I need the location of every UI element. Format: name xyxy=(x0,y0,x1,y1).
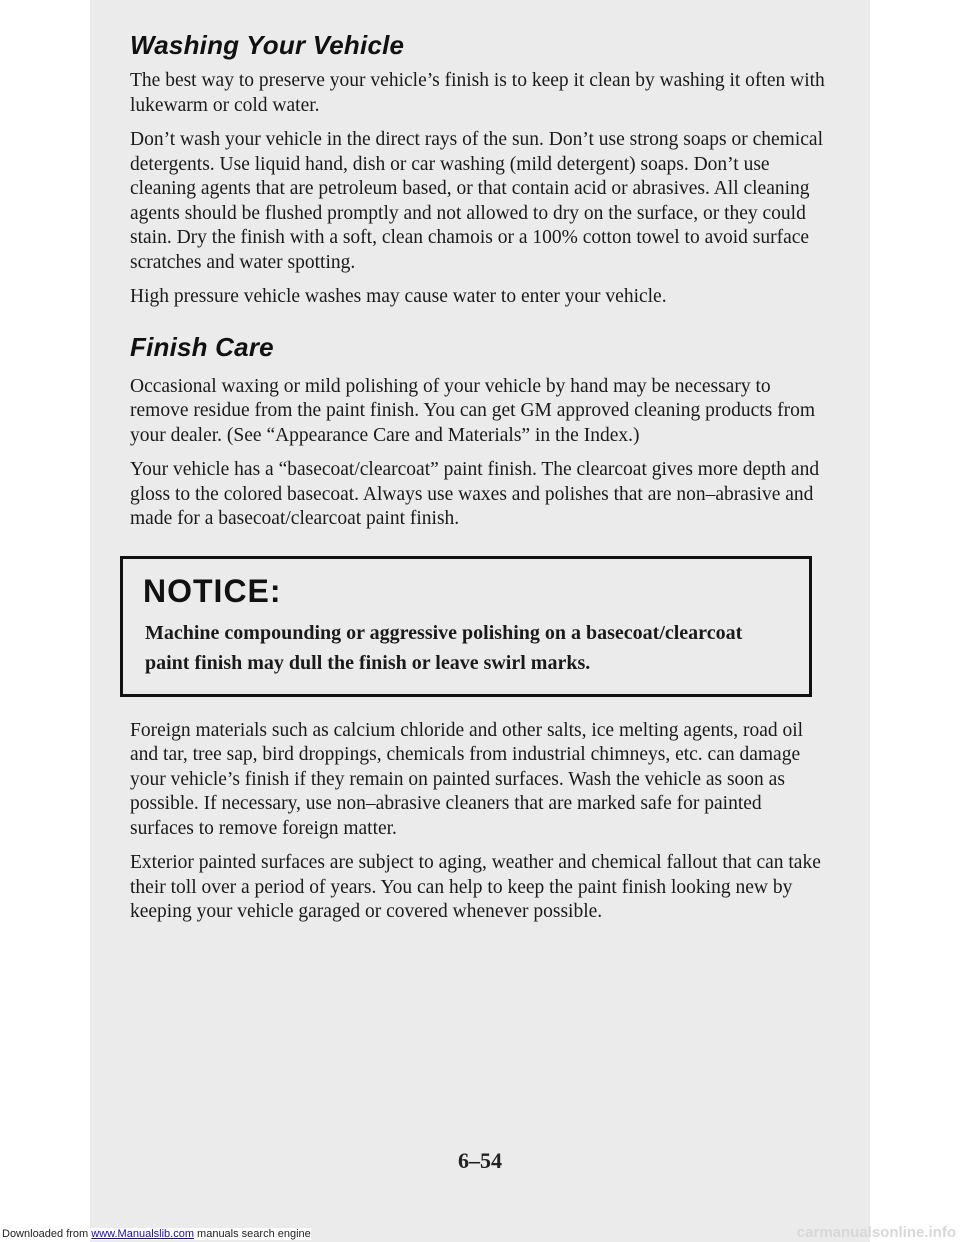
footer-prefix: Downloaded from xyxy=(2,1228,92,1240)
finish-paragraph-1: Occasional waxing or mild polishing of your vehicle by hand may be necessary to remove residue from the paint finish. You can get GM approved cleaning products from your dealer. (See “Appearance Care and Materials” in the Index.) xyxy=(130,375,816,446)
section-heading-washing: Washing Your Vehicle xyxy=(130,30,405,60)
notice-title: NOTICE: xyxy=(143,572,282,609)
page-number: 6–54 xyxy=(458,1148,502,1173)
notice-text: Machine compounding or aggressive polishing on a basecoat/clearcoat paint finish may dull the finish or leave swirl marks. xyxy=(145,621,743,674)
manual-page xyxy=(90,0,870,1242)
footer-suffix: manuals search engine xyxy=(193,1228,311,1240)
page-content xyxy=(130,0,830,925)
finish-paragraph-4: Exterior painted surfaces are subject to aging, weather and chemical fallout that can take their toll over a period of years. You can help to keep the paint finish looking new by keeping your vehicle garaged or covered whenever possible. xyxy=(130,852,821,922)
finish-paragraph-3: Foreign materials such as calcium chloride and other salts, ice melting agents, road oil and tar, tree sap, bird droppings, chemicals from industrial chimneys, etc. can damage your vehicle’s finish if they remain on painted surfaces. Wash the vehicle as soon as possible. If necessary, use non–abrasive cleaners that are marked safe for painted surfaces to remove foreign matter. xyxy=(130,719,804,839)
finish-paragraph-2: Your vehicle has a “basecoat/clearcoat” paint finish. The clearcoat gives more depth and gloss to the colored basecoat. Always use waxes and polishes that are non–abrasive and made for a basecoat/clearcoat paint finish. xyxy=(130,459,820,529)
washing-paragraph-3: High pressure vehicle washes may cause water to enter your vehicle. xyxy=(130,286,667,307)
notice-box xyxy=(120,556,812,697)
site-watermark: carmanualsonline.info xyxy=(796,1224,956,1241)
download-footer xyxy=(2,1228,311,1240)
manualslib-link[interactable]: www.Manualslib.com xyxy=(91,1228,194,1240)
washing-paragraph-2: Don’t wash your vehicle in the direct rays of the sun. Don’t use strong soaps or chemical detergents. Use liquid hand, dish or car washing (mild detergent) soaps. Don’t use cleaning agents that are petroleum based, or that contain acid or abrasives. All cleaning agents should be flushed promptly and not allowed to dry on the surface, or they could stain. Dry the finish with a soft, clean chamois or a 100% cotton towel to avoid surface scratches and water spotting. xyxy=(130,129,823,273)
section-heading-finish-care: Finish Care xyxy=(130,331,274,362)
washing-paragraph-1: The best way to preserve your vehicle’s finish is to keep it clean by washing it often with lukewarm or cold water. xyxy=(130,70,825,116)
